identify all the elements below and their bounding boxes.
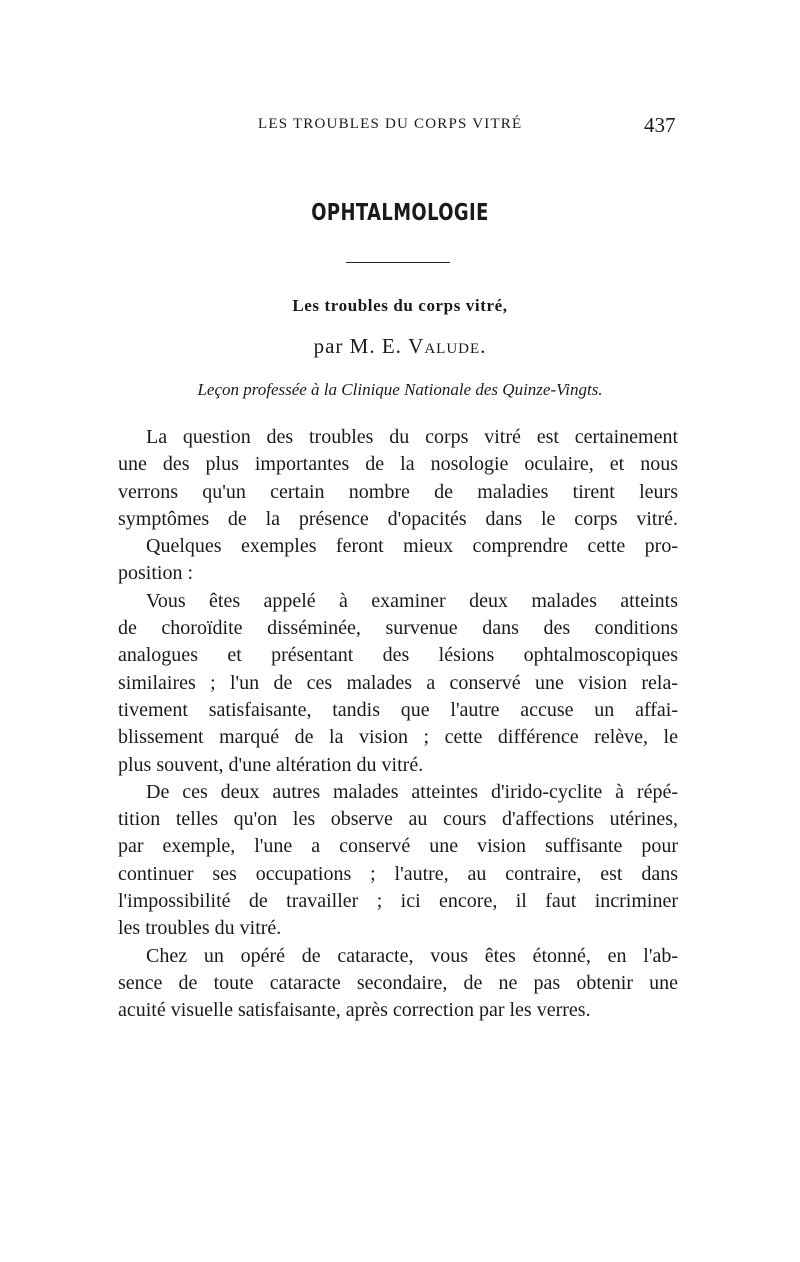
section-title: OPHTALMOLOGIE [311,200,489,226]
body-line: Vous êtes appelé à examiner deux malades atteints [146,589,678,612]
body-line: une des plus importantes de la nosologie oculaire, et nous [118,453,678,476]
body-line: position : [118,562,194,585]
author-line [0,334,800,359]
body-line: sence de toute cataracte secondaire, de ne pas obtenir une [118,971,678,994]
article-title: Les troubles du corps vitré, [292,296,508,315]
body-line: Chez un opéré de cataracte, vous êtes étonné, en l'ab- [146,944,678,967]
title-divider [346,262,450,263]
body-line: continuer ses occupations ; l'autre, au contraire, est dans [118,862,678,885]
author-prefix: par M. E. [313,334,402,358]
body-line: par exemple, l'une a conservé une vision suffisante pour [118,835,678,858]
body-line: tition telles qu'on les observe au cours d'affections utérines, [118,808,678,831]
running-title: LES TROUBLES DU CORPS VITRÉ [258,116,523,132]
body-line: tivement satisfaisante, tandis que l'autre accuse un affai- [118,698,678,721]
body-line: verrons qu'un certain nombre de maladies tirent leurs [118,480,678,503]
body-line: Quelques exemples feront mieux comprendre cette pro- [146,535,678,558]
lecture-subtitle: Leçon professée à la Clinique Nationale des Quinze-Vingts. [197,380,603,399]
body-line: plus souvent, d'une altération du vitré. [118,753,424,776]
body-line: symptômes de la présence d'opacités dans le corps vitré. [118,507,678,530]
body-line: de choroïdite disséminée, survenue dans des conditions [118,617,678,640]
body-line: acuité visuelle satisfaisante, après correction par les verres. [118,999,591,1022]
body-line: analogues et présentant des lésions ophtalmoscopiques [118,644,678,667]
body-line: La question des troubles du corps vitré est certainement [146,426,678,448]
body-line: similaires ; l'un de ces malades a conservé une vision rela- [118,671,678,694]
body-line: l'impossibilité de travailler ; ici encore, il faut incriminer [118,890,678,913]
running-header [0,113,800,140]
body-line: blissement marqué de la vision ; cette différence relève, le [118,726,678,749]
body-line: De ces deux autres malades atteintes d'irido-cyclite à répé- [146,780,678,803]
body-text [118,424,678,1025]
body-line: les troubles du vitré. [118,917,282,940]
author-name: Valude. [408,334,487,358]
page-number: 437 [644,113,676,137]
